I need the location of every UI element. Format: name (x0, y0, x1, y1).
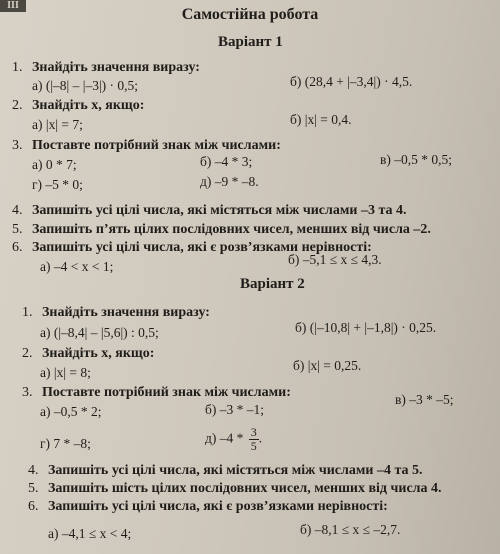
task-text: Знайдіть x, якщо: (32, 98, 145, 113)
task-number: 1. (12, 60, 23, 75)
task-number: 2. (12, 98, 23, 113)
v2-task-6-a: а) –4,1 ≤ x < 4; (48, 526, 132, 541)
v1-task-3-e: д) –9 * –8. (200, 174, 259, 189)
v1-task-2 (12, 98, 144, 114)
v2-task-1-a: а) (|–8,4| – |5,6|) : 0,5; (40, 325, 159, 340)
task-text: Поставте потрібний знак між числами: (42, 385, 291, 400)
task-number: 5. (12, 222, 23, 237)
task-text: Запишіть усі цілі числа, які є розв’язками нерівності: (48, 499, 388, 514)
v2-task-2-b: б) |x| = 0,25. (293, 358, 362, 373)
task-number: 5. (28, 481, 39, 496)
v1-task-3-b: б) –4 * 3; (200, 154, 253, 169)
task-text: Поставте потрібний знак між числами: (32, 138, 281, 153)
task-number: 6. (12, 240, 23, 255)
v1-task-1-b: б) (28,4 + |–3,4|) · 4,5. (290, 74, 413, 89)
v2-task-1 (22, 305, 210, 321)
fraction (249, 426, 259, 453)
v2-task-3 (22, 385, 291, 401)
task-text: Запишіть п’ять цілих послідовних чисел, менших від числа –2. (32, 222, 431, 237)
v2-task-2-a: а) |x| = 8; (40, 365, 91, 380)
v1-task-3-c: в) –0,5 * 0,5; (380, 152, 452, 167)
v2-task-2 (22, 346, 154, 362)
v2-task-3-b: б) –3 * –1; (205, 402, 264, 417)
task-text: Знайдіть значення виразу: (42, 305, 210, 320)
task-number: 1. (22, 305, 33, 320)
task-number: 3. (22, 385, 33, 400)
task-text: Запишіть усі цілі числа, які є розв’язками нерівності: (32, 240, 372, 255)
v2-task-6 (28, 499, 388, 515)
v2-task-3-d: г) 7 * –8; (40, 436, 91, 451)
v1-task-1-a: а) (|–8| – |–3|) · 0,5; (32, 78, 139, 93)
task-text: Запишіть усі цілі числа, які містяться між числами –3 та 4. (32, 203, 407, 218)
v1-task-2-b: б) |x| = 0,4. (290, 112, 352, 127)
v2-task-6-b: б) –8,1 ≤ x ≤ –2,7. (300, 522, 401, 537)
v2-task-1-b: б) (|–10,8| + |–1,8|) · 0,25. (295, 320, 437, 335)
v1-task-3 (12, 138, 281, 154)
expression-text: д) –4 * (205, 430, 244, 446)
v1-task-6-b: б) –5,1 ≤ x ≤ 4,3. (288, 252, 382, 267)
variant-2-heading: Варіант 2 (240, 276, 305, 292)
v1-task-4 (12, 203, 407, 219)
task-number: 3. (12, 138, 23, 153)
task-number: 4. (12, 203, 23, 218)
task-text: Знайдіть значення виразу: (32, 60, 200, 75)
v2-task-3-c: в) –3 * –5; (395, 392, 454, 407)
v2-task-4 (28, 463, 423, 479)
variant-1-heading: Варіант 1 (218, 34, 283, 50)
task-number: 6. (28, 499, 39, 514)
v2-task-3-e (205, 426, 262, 453)
v2-task-3-a: а) –0,5 * 2; (40, 404, 102, 419)
v1-task-2-a: а) |x| = 7; (32, 117, 83, 132)
v1-task-5 (12, 222, 431, 238)
v1-task-3-a: а) 0 * 7; (32, 157, 77, 172)
task-number: 2. (22, 346, 33, 361)
task-text: Запишіть шість цілих послідовних чисел, менших від числа 4. (48, 481, 442, 496)
expression-end: . (258, 430, 263, 446)
corner-tab: ІІІ (0, 0, 26, 12)
fraction-denominator: 5 (250, 439, 257, 453)
task-text: Знайдіть x, якщо: (42, 346, 155, 361)
v2-task-5 (28, 481, 442, 497)
v1-task-6-a: а) –4 < x < 1; (40, 259, 114, 274)
task-text: Запишіть усі цілі числа, які містяться між числами –4 та 5. (48, 463, 423, 478)
v1-task-3-d: г) –5 * 0; (32, 177, 83, 192)
v1-task-1 (12, 60, 200, 76)
page-title: Самостійна робота (181, 6, 319, 23)
fraction-numerator: 3 (250, 425, 257, 439)
task-number: 4. (28, 463, 39, 478)
